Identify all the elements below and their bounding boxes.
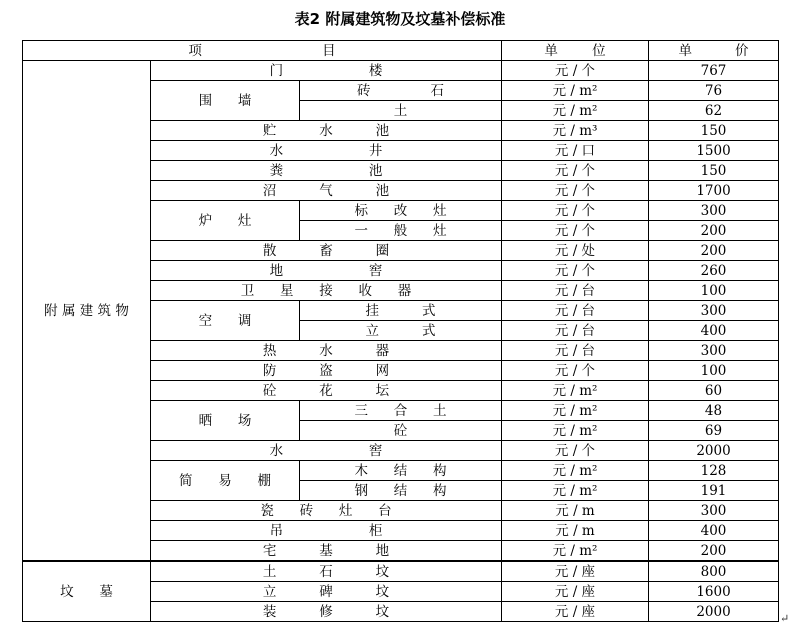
sub-item-cell: 一 般 灶 (300, 221, 502, 241)
item-cell: 砼 花 坛 (151, 381, 502, 401)
header-item: 项 目 (23, 41, 502, 61)
table-row (23, 561, 779, 582)
unit-cell: 元 / 台 (502, 321, 649, 341)
unit-cell: 元 / 处 (502, 241, 649, 261)
price-cell: 400 (649, 321, 779, 341)
price-cell: 2000 (649, 602, 779, 622)
item-cell: 地 窖 (151, 261, 502, 281)
sub-item-cell: 立 式 (300, 321, 502, 341)
item-cell: 宅 基 地 (151, 541, 502, 562)
header-price: 单 价 (649, 41, 779, 61)
sub-item-cell: 砖 石 (300, 81, 502, 101)
price-cell: 400 (649, 521, 779, 541)
unit-cell: 元 / m³ (502, 121, 649, 141)
unit-cell: 元 / 个 (502, 61, 649, 81)
price-cell: 191 (649, 481, 779, 501)
unit-cell: 元 / m² (502, 381, 649, 401)
unit-cell: 元 / 口 (502, 141, 649, 161)
unit-cell: 元 / m² (502, 461, 649, 481)
price-cell: 1500 (649, 141, 779, 161)
sub-item-cell: 挂 式 (300, 301, 502, 321)
unit-cell: 元 / 座 (502, 602, 649, 622)
item-cell: 粪 池 (151, 161, 502, 181)
item-cell: 热 水 器 (151, 341, 502, 361)
item-cell: 土 石 坟 (151, 561, 502, 582)
unit-cell: 元 / 个 (502, 261, 649, 281)
item-cell: 水 井 (151, 141, 502, 161)
unit-cell: 元 / m² (502, 421, 649, 441)
price-cell: 48 (649, 401, 779, 421)
price-cell: 300 (649, 301, 779, 321)
price-cell: 1600 (649, 582, 779, 602)
item-cell: 瓷 砖 灶 台 (151, 501, 502, 521)
price-cell: 767 (649, 61, 779, 81)
price-cell: 260 (649, 261, 779, 281)
price-cell: 200 (649, 541, 779, 562)
unit-cell: 元 / 台 (502, 281, 649, 301)
sub-item-cell: 标 改 灶 (300, 201, 502, 221)
section-attached-buildings: 附 属 建 筑 物 (23, 61, 151, 562)
sub-item-cell: 木 结 构 (300, 461, 502, 481)
paragraph-return-mark: ↵ (780, 612, 790, 625)
unit-cell: 元 / 个 (502, 221, 649, 241)
group-cell: 晒 场 (151, 401, 300, 441)
group-cell: 简 易 棚 (151, 461, 300, 501)
price-cell: 200 (649, 241, 779, 261)
unit-cell: 元 / 台 (502, 301, 649, 321)
price-cell: 150 (649, 121, 779, 141)
item-cell: 卫 星 接 收 器 (151, 281, 502, 301)
unit-cell: 元 / 个 (502, 201, 649, 221)
price-cell: 200 (649, 221, 779, 241)
item-cell: 防 盗 网 (151, 361, 502, 381)
unit-cell: 元 / 个 (502, 361, 649, 381)
price-cell: 300 (649, 201, 779, 221)
sub-item-cell: 三 合 土 (300, 401, 502, 421)
unit-cell: 元 / 座 (502, 561, 649, 582)
price-cell: 150 (649, 161, 779, 181)
item-cell: 水 窖 (151, 441, 502, 461)
unit-cell: 元 / 个 (502, 161, 649, 181)
unit-cell: 元 / m (502, 521, 649, 541)
price-cell: 300 (649, 501, 779, 521)
item-cell: 散 畜 圈 (151, 241, 502, 261)
item-cell: 立 碑 坟 (151, 582, 502, 602)
header-row (23, 41, 779, 61)
table-title: 表2 附属建筑物及坟墓补偿标准 (294, 10, 506, 28)
table-row (23, 61, 779, 81)
price-cell: 60 (649, 381, 779, 401)
header-unit: 单 位 (502, 41, 649, 61)
sub-item-cell: 土 (300, 101, 502, 121)
group-cell: 空 调 (151, 301, 300, 341)
unit-cell: 元 / m (502, 501, 649, 521)
unit-cell: 元 / m² (502, 401, 649, 421)
unit-cell: 元 / m² (502, 81, 649, 101)
price-cell: 128 (649, 461, 779, 481)
unit-cell: 元 / m² (502, 101, 649, 121)
price-cell: 300 (649, 341, 779, 361)
unit-cell: 元 / m² (502, 481, 649, 501)
price-cell: 62 (649, 101, 779, 121)
item-cell: 装 修 坟 (151, 602, 502, 622)
group-cell: 围 墙 (151, 81, 300, 121)
item-cell: 贮 水 池 (151, 121, 502, 141)
group-cell: 炉 灶 (151, 201, 300, 241)
price-cell: 100 (649, 281, 779, 301)
price-cell: 69 (649, 421, 779, 441)
price-cell: 100 (649, 361, 779, 381)
unit-cell: 元 / 台 (502, 341, 649, 361)
unit-cell: 元 / 个 (502, 181, 649, 201)
sub-item-cell: 砼 (300, 421, 502, 441)
item-cell: 吊 柜 (151, 521, 502, 541)
sub-item-cell: 钢 结 构 (300, 481, 502, 501)
item-cell: 沼 气 池 (151, 181, 502, 201)
price-cell: 2000 (649, 441, 779, 461)
unit-cell: 元 / m² (502, 541, 649, 562)
price-cell: 76 (649, 81, 779, 101)
price-cell: 1700 (649, 181, 779, 201)
compensation-table (22, 40, 779, 622)
item-cell: 门 楼 (151, 61, 502, 81)
price-cell: 800 (649, 561, 779, 582)
unit-cell: 元 / 个 (502, 441, 649, 461)
section-graves: 坟 墓 (23, 561, 151, 622)
unit-cell: 元 / 座 (502, 582, 649, 602)
